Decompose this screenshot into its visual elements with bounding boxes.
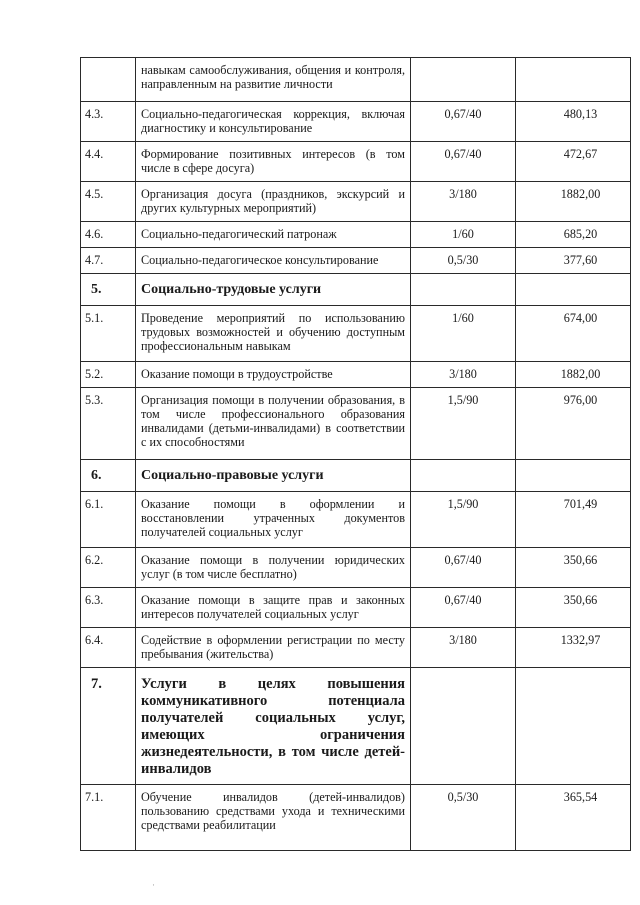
row-description: Оказание помощи в получении юридических услуг (в том числе бесплатно) <box>136 548 411 588</box>
row-description: Социально-правовые услуги <box>136 460 411 492</box>
row-volume: 3/180 <box>411 182 516 222</box>
row-volume: 3/180 <box>411 628 516 668</box>
row-volume: 0,5/30 <box>411 785 516 851</box>
table-row <box>81 548 631 588</box>
row-description: Оказание помощи в защите прав и законных интересов получателей социальных услуг <box>136 588 411 628</box>
row-volume: 0,67/40 <box>411 102 516 142</box>
row-volume: 0,67/40 <box>411 548 516 588</box>
row-description: навыкам самообслуживания, общения и контроля, направленным на развитие личности <box>136 58 411 102</box>
row-number: 5. <box>81 274 136 306</box>
row-price: 1882,00 <box>516 362 631 388</box>
row-number: 6.3. <box>81 588 136 628</box>
row-price <box>516 58 631 102</box>
row-number: 6.4. <box>81 628 136 668</box>
services-table-body <box>81 58 631 851</box>
row-number: 5.3. <box>81 388 136 460</box>
row-volume <box>411 274 516 306</box>
row-number: 4.5. <box>81 182 136 222</box>
row-volume <box>411 58 516 102</box>
row-volume <box>411 668 516 785</box>
row-price <box>516 460 631 492</box>
row-number: 4.7. <box>81 248 136 274</box>
table-row <box>81 492 631 548</box>
table-row <box>81 362 631 388</box>
row-price: 480,13 <box>516 102 631 142</box>
row-volume: 0,67/40 <box>411 588 516 628</box>
section-row <box>81 668 631 785</box>
row-number: 6. <box>81 460 136 492</box>
table-row <box>81 142 631 182</box>
row-number: 5.2. <box>81 362 136 388</box>
row-price <box>516 274 631 306</box>
row-volume <box>411 460 516 492</box>
row-price: 674,00 <box>516 306 631 362</box>
row-number: 7. <box>81 668 136 785</box>
row-number: 6.2. <box>81 548 136 588</box>
row-number <box>81 58 136 102</box>
row-description: Социально-педагогическое консультирование <box>136 248 411 274</box>
row-description: Обучение инвалидов (детей-инвалидов) пользованию средствами ухода и техническими средствами реабилитации <box>136 785 411 851</box>
table-row <box>81 248 631 274</box>
row-number: 4.3. <box>81 102 136 142</box>
row-volume: 1/60 <box>411 306 516 362</box>
row-description: Социально-педагогическая коррекция, включая диагностику и консультирование <box>136 102 411 142</box>
table-row <box>81 58 631 102</box>
row-price: 472,67 <box>516 142 631 182</box>
row-description: Оказание помощи в оформлении и восстановлении утраченных документов получателей социальных услуг <box>136 492 411 548</box>
services-table <box>80 57 631 851</box>
row-volume: 1,5/90 <box>411 492 516 548</box>
table-row <box>81 306 631 362</box>
row-volume: 1/60 <box>411 222 516 248</box>
row-number: 4.6. <box>81 222 136 248</box>
row-number: 5.1. <box>81 306 136 362</box>
row-description: Социально-трудовые услуги <box>136 274 411 306</box>
table-row <box>81 785 631 851</box>
table-row <box>81 222 631 248</box>
row-volume: 0,5/30 <box>411 248 516 274</box>
row-price: 701,49 <box>516 492 631 548</box>
row-description: Формирование позитивных интересов (в том числе в сфере досуга) <box>136 142 411 182</box>
row-description: Организация досуга (праздников, экскурсий и других культурных мероприятий) <box>136 182 411 222</box>
row-price: 350,66 <box>516 588 631 628</box>
row-description: Проведение мероприятий по использованию трудовых возможностей и обучению доступным профессиональным навыкам <box>136 306 411 362</box>
row-price: 685,20 <box>516 222 631 248</box>
table-row <box>81 628 631 668</box>
row-volume: 3/180 <box>411 362 516 388</box>
row-price: 1332,97 <box>516 628 631 668</box>
table-row <box>81 588 631 628</box>
row-description: Услуги в целях повышения коммуникативного потенциала получателей социальных услуг, имеющих ограничения жизнедеятельности, в том числе детей-инвалидов <box>136 668 411 785</box>
row-price: 350,66 <box>516 548 631 588</box>
row-number: 4.4. <box>81 142 136 182</box>
row-price: 365,54 <box>516 785 631 851</box>
row-price <box>516 668 631 785</box>
row-price: 377,60 <box>516 248 631 274</box>
row-number: 6.1. <box>81 492 136 548</box>
row-number: 7.1. <box>81 785 136 851</box>
table-row <box>81 182 631 222</box>
row-volume: 0,67/40 <box>411 142 516 182</box>
section-row <box>81 274 631 306</box>
table-row <box>81 388 631 460</box>
row-volume: 1,5/90 <box>411 388 516 460</box>
section-row <box>81 460 631 492</box>
row-description: Оказание помощи в трудоустройстве <box>136 362 411 388</box>
row-description: Содействие в оформлении регистрации по месту пребывания (жительства) <box>136 628 411 668</box>
row-description: Социально-педагогический патронаж <box>136 222 411 248</box>
row-description: Организация помощи в получении образования, в том числе профессионального образования инвалидами (детьми-инвалидами) в соответствии с их способностями <box>136 388 411 460</box>
page-mark: · <box>152 880 155 890</box>
table-row <box>81 102 631 142</box>
row-price: 1882,00 <box>516 182 631 222</box>
row-price: 976,00 <box>516 388 631 460</box>
